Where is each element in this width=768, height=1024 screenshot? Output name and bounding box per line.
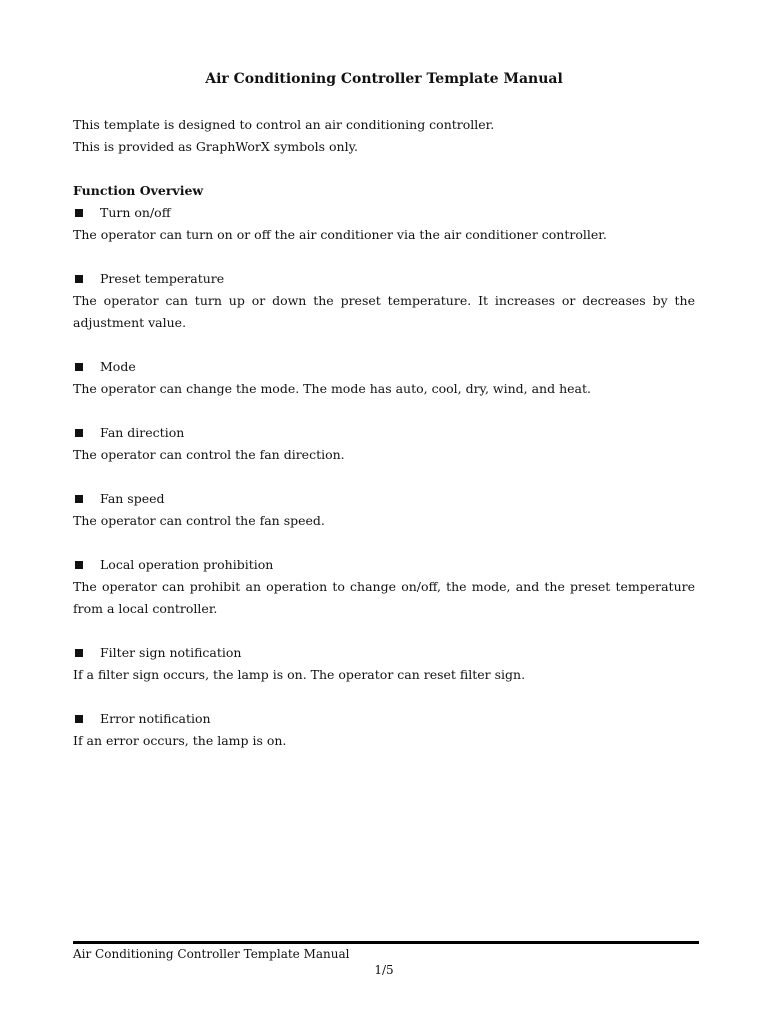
function-description: The operator can turn on or off the air conditioner via the air conditioner controller. xyxy=(73,227,607,242)
square-bullet-icon xyxy=(75,209,83,217)
square-bullet-icon xyxy=(75,561,83,569)
function-item xyxy=(73,202,695,224)
square-bullet-icon xyxy=(75,275,83,283)
function-item xyxy=(73,554,695,576)
function-item xyxy=(73,488,695,510)
function-description: The operator can prohibit an operation to change on/off, the mode, and the preset temperature from a local controller. xyxy=(73,579,695,616)
function-description: If an error occurs, the lamp is on. xyxy=(73,733,287,748)
function-item xyxy=(73,356,695,378)
function-description: The operator can control the fan speed. xyxy=(73,513,325,528)
footer-title: Air Conditioning Controller Template Manual xyxy=(73,947,350,961)
function-name: Fan direction xyxy=(100,425,185,440)
function-description: The operator can change the mode. The mode has auto, cool, dry, wind, and heat. xyxy=(73,381,591,396)
document-title: Air Conditioning Controller Template Manual xyxy=(205,71,563,87)
function-item xyxy=(73,708,695,730)
function-name: Mode xyxy=(100,359,136,374)
footer-divider xyxy=(73,941,699,944)
page-number: 1/5 xyxy=(374,963,394,977)
square-bullet-icon xyxy=(75,429,83,437)
square-bullet-icon xyxy=(75,495,83,503)
function-item xyxy=(73,268,695,290)
function-name: Turn on/off xyxy=(100,205,171,220)
intro-line: This template is designed to control an air conditioning controller. xyxy=(73,117,495,132)
square-bullet-icon xyxy=(75,649,83,657)
function-item xyxy=(73,422,695,444)
document-body xyxy=(73,114,695,752)
function-name: Local operation prohibition xyxy=(100,557,274,572)
function-name: Error notification xyxy=(100,711,211,726)
function-description: The operator can turn up or down the preset temperature. It increases or decreases by the adjustment value. xyxy=(73,293,695,330)
function-name: Filter sign notification xyxy=(100,645,242,660)
function-description: If a filter sign occurs, the lamp is on. The operator can reset filter sign. xyxy=(73,667,526,682)
function-description: The operator can control the fan direction. xyxy=(73,447,345,462)
section-heading: Function Overview xyxy=(73,183,204,198)
function-item xyxy=(73,642,695,664)
function-name: Fan speed xyxy=(100,491,165,506)
square-bullet-icon xyxy=(75,715,83,723)
intro-line: This is provided as GraphWorX symbols only. xyxy=(73,139,358,154)
square-bullet-icon xyxy=(75,363,83,371)
function-name: Preset temperature xyxy=(100,271,225,286)
